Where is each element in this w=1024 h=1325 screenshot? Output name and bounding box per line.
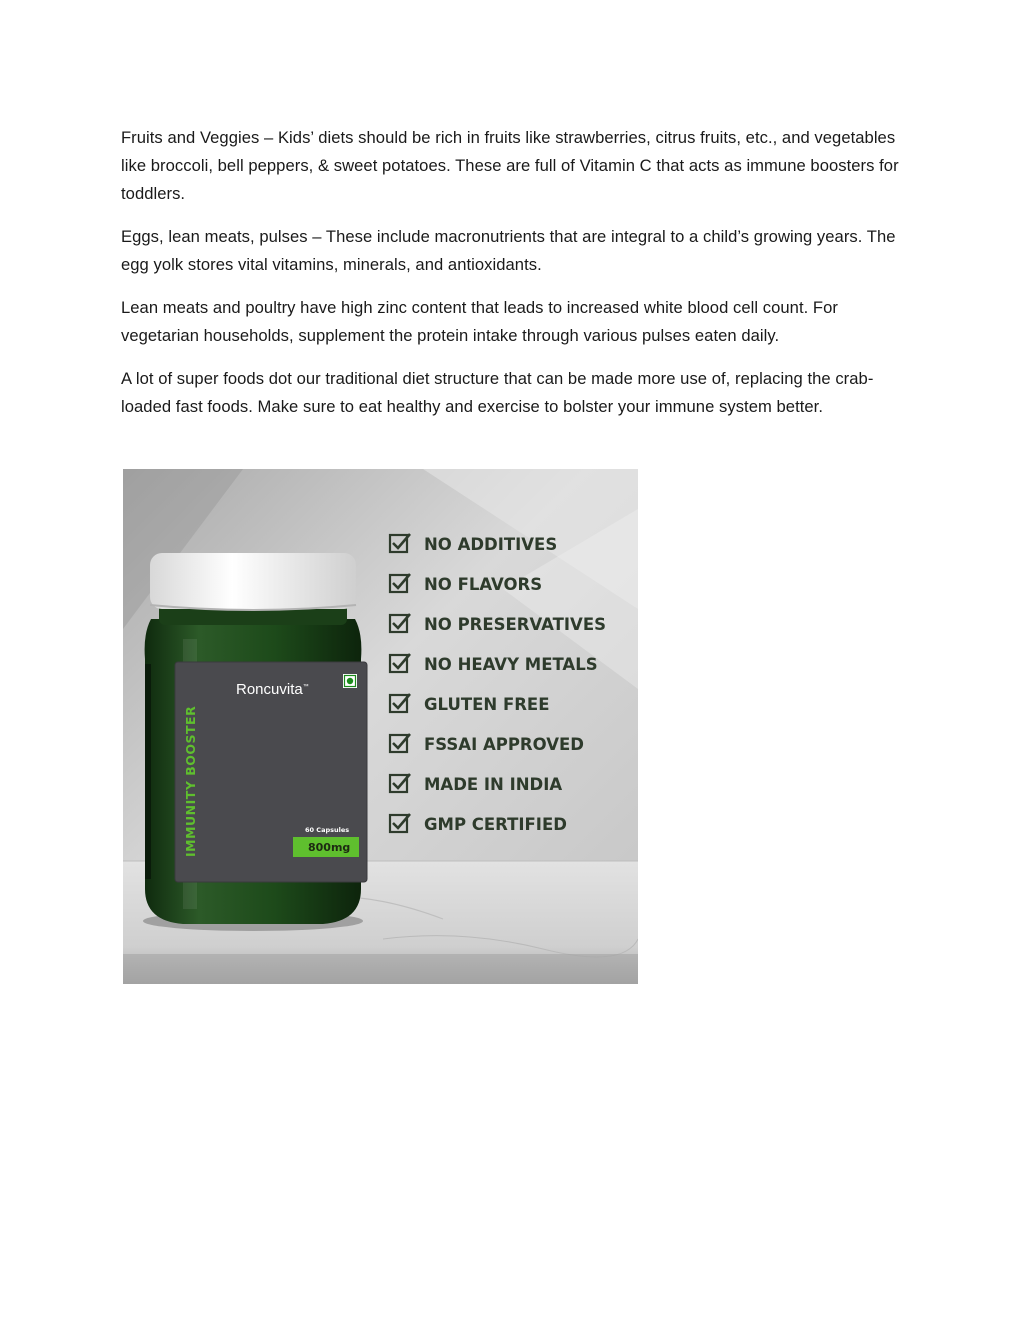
svg-text:GLUTEN FREE: GLUTEN FREE (424, 695, 550, 714)
brand-logo: Roncuvita™ (236, 681, 309, 698)
svg-text:FSSAI APPROVED: FSSAI APPROVED (424, 735, 584, 754)
dosage-text: 800mg (308, 841, 351, 854)
jar-label (175, 662, 367, 882)
article-body (121, 124, 901, 436)
paragraph-fruits-veggies: Fruits and Veggies – Kids’ diets should be rich in fruits like strawberries, citrus fruits, etc., and vegetables like broccoli, bell peppers, & sweet potatoes. These are full of Vitamin C that acts as immune boosters for toddlers. (121, 128, 899, 203)
paragraph-lean-meats: Lean meats and poultry have high zinc content that leads to increased white blood cell count. For vegetarian households, supplement the protein intake through various pulses eaten daily. (121, 298, 838, 345)
svg-text:NO HEAVY METALS: NO HEAVY METALS (424, 655, 598, 674)
product-name: IMMUNITY BOOSTER (183, 705, 198, 857)
svg-text:GMP CERTIFIED: GMP CERTIFIED (424, 815, 567, 834)
jar-cap (150, 553, 356, 610)
svg-text:NO ADDITIVES: NO ADDITIVES (424, 535, 558, 554)
paragraph-super-foods: A lot of super foods dot our traditional diet structure that can be made more use of, replacing the crab-loaded fast foods. Make sure to eat healthy and exercise to bolster your immune system better. (121, 369, 874, 416)
capsule-count: 60 Capsules (305, 826, 350, 834)
svg-text:NO FLAVORS: NO FLAVORS (424, 575, 543, 594)
product-illustration (123, 469, 638, 984)
paragraph-eggs-meats-pulses: Eggs, lean meats, pulses – These include macronutrients that are integral to a child’s growing years. The egg yolk stores vital vitamins, minerals, and antioxidants. (121, 227, 896, 274)
svg-text:NO PRESERVATIVES: NO PRESERVATIVES (424, 615, 606, 634)
svg-text:MADE IN INDIA: MADE IN INDIA (424, 775, 563, 794)
supplement-jar (145, 553, 367, 924)
product-image (123, 469, 638, 984)
